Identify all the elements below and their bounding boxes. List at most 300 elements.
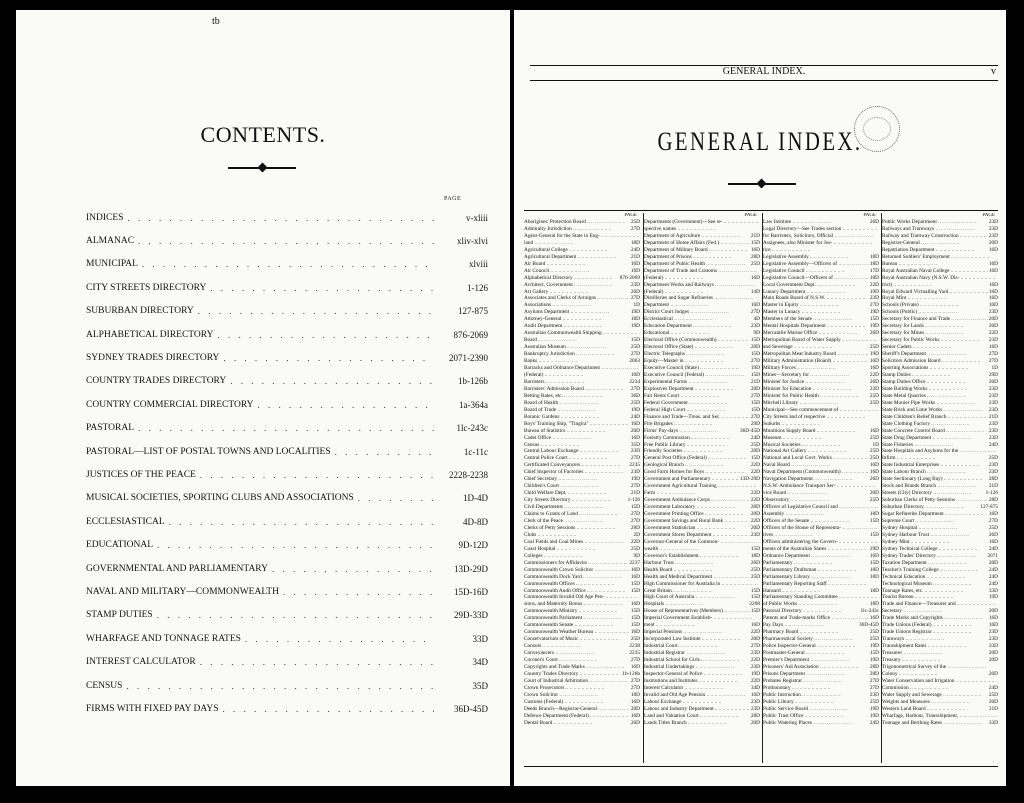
index-entry-page: 19D [869, 309, 879, 316]
index-entry [763, 435, 879, 442]
index-entry [882, 302, 998, 309]
index-entry [882, 462, 998, 469]
index-entry [882, 393, 998, 400]
index-entry [763, 483, 879, 490]
index-entry-page: 16D [630, 260, 640, 267]
index-entry-page [997, 601, 998, 608]
index-entry-page: 16D [988, 267, 998, 274]
index-entry [882, 588, 998, 595]
index-entry-title: Coroner's Court .. .. [524, 657, 630, 664]
index-entry-page: 27D [750, 309, 760, 316]
index-entry-title: Streets (City) Directory .. .. [882, 490, 985, 497]
index-entry-title: Treasury .. .. [882, 657, 988, 664]
index-entry [763, 323, 879, 330]
index-entry-page [997, 664, 998, 671]
index-entry-title: Suburban Directory .. .. [882, 504, 979, 511]
toc-entry-page: 15D-16D [454, 586, 488, 597]
running-head-title: GENERAL INDEX. [722, 66, 806, 77]
index-entry-title: Repatriation Department .. .. [882, 247, 988, 254]
index-entry [644, 692, 760, 699]
index-entry-title: Conveyancers .. .. [524, 650, 628, 657]
index-entry-title: Metropolitan Board of Water Supply .. .. [763, 337, 878, 344]
index-entry-title: Secretary .. .. [882, 608, 988, 615]
toc-leader-dots [358, 493, 434, 503]
index-entry-title: Pharmaceutical Society .. .. [763, 636, 869, 643]
index-entry [644, 685, 760, 692]
index-entry-title: Commonwealth Weather Bureau .. .. [524, 629, 630, 636]
index-entry-page: 16D [988, 538, 998, 545]
index-entry-page: 24D [988, 545, 998, 552]
index-entry-title: Governor-General of the Common- .. .. [644, 539, 759, 546]
index-entry [644, 601, 760, 608]
index-entry [644, 337, 760, 344]
index-entry [644, 219, 760, 226]
index-entry-title: Agricultural Department .. .. [524, 254, 630, 261]
index-entry-title: Pastoral Directory .. .. [763, 608, 859, 615]
toc-entry-label: INDICES [86, 212, 124, 223]
index-entry [644, 546, 760, 553]
index-entry-title: Railways and Tramways .. .. [882, 226, 988, 233]
index-entry-page: 20D [988, 608, 998, 615]
toc-entry-label: ECCLESIASTICAL [86, 516, 165, 527]
index-entry [763, 247, 879, 254]
index-entry-page [878, 247, 879, 254]
index-entry [882, 282, 998, 289]
index-entry-title: Public Instruction .. .. [763, 692, 869, 699]
index-entry-page: 34D [750, 684, 760, 691]
index-entry-page: 29D [988, 371, 998, 378]
index-entry [644, 435, 760, 442]
index-entry [524, 302, 640, 309]
index-entry [763, 407, 879, 414]
toc-entry-label: ALPHABETICAL DIRECTORY [86, 329, 214, 340]
index-entry [524, 483, 640, 490]
index-entry-page: 2063 [629, 358, 640, 365]
index-entry-page [639, 330, 640, 337]
index-entry [644, 386, 760, 393]
index-entry-title: Legislative Assembly .. .. [763, 254, 869, 261]
index-entry [882, 316, 998, 323]
index-entry [644, 226, 760, 233]
index-entry-title: wealth .. .. [644, 546, 750, 553]
index-entry [644, 233, 760, 240]
toc-entry-page: 1-126 [467, 282, 488, 293]
index-entry-title: Taxation Department .. .. [882, 560, 988, 567]
index-entry-title: Executive Council (Federal) .. .. [644, 372, 750, 379]
index-entry-title: trict) .. .. [882, 282, 988, 289]
index-entry-title: Prisoners' Aid Association .. .. [763, 664, 869, 671]
index-entry-title: Clubs .. .. [524, 532, 633, 539]
index-entry-title: Court of Industrial Arbitration .. .. [524, 678, 630, 685]
index-entry-page: 24D [988, 441, 998, 448]
index-entry-title: Governor's Establishment .. .. [644, 553, 750, 560]
index-entry-page: 26D [988, 531, 998, 538]
index-entry [763, 657, 879, 664]
index-entry [763, 518, 879, 525]
index-entry-page: 1D [872, 441, 879, 448]
index-entry-page: 876-2069 [619, 274, 640, 281]
index-entry [644, 497, 760, 504]
index-entry-title: Incorporated Law Institute .. .. [644, 636, 750, 643]
index-entry [524, 455, 640, 462]
index-entry [524, 685, 640, 692]
index-entry-page: 20D [869, 490, 879, 497]
index-entry-page: 19D [630, 323, 640, 330]
index-entry-title: Agricultural College .. .. [524, 247, 630, 254]
index-entry-title: Air Council .. .. [524, 268, 630, 275]
index-entry-title: Industrial Registrar .. .. [644, 650, 750, 657]
index-entry-page: 20D [750, 344, 760, 351]
index-entry [524, 421, 640, 428]
index-entry [524, 636, 640, 643]
index-entry [644, 581, 760, 588]
index-entry-title: Inspector-General of Police .. .. [644, 671, 750, 678]
toc-entry-label: MUSICAL SOCIETIES, SPORTING CLUBS AND ASSOCIATIONS [86, 493, 354, 504]
index-entry [644, 678, 760, 685]
index-entry-title: Public Service Board .. .. [763, 706, 869, 713]
index-entry-page: 2208 [749, 601, 760, 608]
index-entry [763, 706, 879, 713]
index-entry [763, 428, 879, 435]
index-entry [644, 282, 760, 289]
toc-entry-label: CITY STREETS DIRECTORY [86, 282, 207, 293]
index-entry [524, 448, 640, 455]
index-entry-page: 23D [988, 399, 998, 406]
index-entry-page: 25D [869, 399, 879, 406]
index-entry [763, 671, 879, 678]
index-entry [882, 400, 998, 407]
index-entry-page: 23D [869, 385, 879, 392]
index-entry-page: 15D [869, 531, 879, 538]
index-entry-page: 20D [988, 559, 998, 566]
index-entry [644, 615, 760, 622]
index-entry-page: 28D [988, 497, 998, 504]
index-entry [644, 358, 760, 365]
index-entry [524, 323, 640, 330]
index-entry-title: Observatory .. .. [763, 497, 869, 504]
index-entry-page: 25D [869, 392, 879, 399]
index-entry-page: 22D [750, 462, 760, 469]
index-entry [644, 664, 760, 671]
index-entry-page: 16D [630, 573, 640, 580]
index-entry-title: Infirm .. .. [882, 455, 988, 462]
index-entry-title: Admiralty Jurisdiction .. .. [524, 226, 630, 233]
index-entry-page [997, 448, 998, 455]
index-entry-page: 15D [750, 337, 760, 344]
toc-entry-page: 1b-126b [458, 376, 488, 387]
index-entry-title: Assembly .. .. [763, 511, 869, 518]
index-entry-page: 19D [988, 594, 998, 601]
index-entry [763, 469, 879, 476]
index-entry-page: 2234 [629, 378, 640, 385]
index-entry [524, 532, 640, 539]
index-entry [763, 268, 879, 275]
index-entry-title: Public Trust Office .. .. [763, 713, 869, 720]
index-entry [524, 462, 640, 469]
index-entry-page: 25D [869, 698, 879, 705]
index-entry-title: Industrial School for Girls .. .. [644, 657, 750, 664]
index-entry [524, 233, 640, 240]
index-entry-page: 27D [750, 413, 760, 420]
page-column-header: PAGE [444, 196, 462, 202]
index-entry-page: 25D [630, 219, 640, 225]
index-entry-title: Secretary for Lands .. .. [882, 323, 988, 330]
index-entry [644, 588, 760, 595]
index-entry [524, 400, 640, 407]
index-entry-page: 16D [869, 365, 879, 372]
index-entry-title: Country Trades Directory .. .. [524, 671, 621, 678]
index-entry [644, 289, 760, 296]
index-entry-title: Master in Equity .. .. [763, 302, 869, 309]
index-entry-title: Assignees, also Minister for Jus- .. .. [763, 240, 878, 247]
toc-entry-page: 2071-2390 [449, 353, 488, 364]
index-entry [524, 497, 640, 504]
index-column [762, 213, 879, 763]
index-entry-page: 19D [869, 323, 879, 330]
index-entry-page: 23D [988, 427, 998, 434]
index-entry [763, 476, 879, 483]
index-entry [882, 615, 998, 622]
index-entry [644, 365, 760, 372]
index-entry-title: Institutions and Institutes .. .. [644, 678, 750, 685]
toc-entry-page: 1lc-243c [456, 423, 488, 434]
index-entry-title: Treasurer .. .. [882, 650, 988, 657]
index-entry [763, 337, 879, 344]
index-entry [524, 476, 640, 483]
index-entry [644, 483, 760, 490]
index-entry-page: 26D [869, 476, 879, 483]
index-entry-title: Military Administration (Board) .. .. [763, 358, 869, 365]
index-entry [644, 448, 760, 455]
index-entry-page: 21D [630, 490, 640, 497]
index-entry-page: 21D [988, 483, 998, 490]
index-entry-page: 25D [869, 434, 879, 441]
toc-leader-dots [138, 236, 434, 246]
index-entry-page: 23D [869, 295, 879, 302]
index-entry [763, 615, 879, 622]
index-entry [524, 622, 640, 629]
index-entry-title: Federal Government .. .. [644, 400, 750, 407]
index-entry-page: 15D [750, 594, 760, 601]
index-entry [763, 525, 879, 532]
index-entry [644, 706, 760, 713]
index-entry-page: 25D [869, 344, 879, 351]
index-entry [763, 581, 879, 588]
index-entry [882, 643, 998, 650]
index-entry-page: 22D [750, 490, 760, 497]
index-entry-page: 16D [869, 615, 879, 622]
index-entry [644, 323, 760, 330]
index-entry [882, 567, 998, 574]
index-entry-page: 27D [630, 295, 640, 302]
index-entry-page: 35D [630, 441, 640, 448]
index-entry [524, 407, 640, 414]
index-entry-title: State Clothing Factory .. .. [882, 421, 988, 428]
index-entry [763, 219, 879, 226]
index-entry [882, 720, 998, 727]
index-entry-title: ments of the Australian States .. .. [763, 546, 869, 553]
index-entry [763, 699, 879, 706]
index-entry-title: State Building Works .. .. [882, 386, 988, 393]
index-entry-title: Barristers .. .. [524, 379, 628, 386]
index-entry [882, 581, 998, 588]
index-entry-title: Good Farm Homes for Boys .. .. [644, 469, 750, 476]
index-entry-page: 20D [988, 670, 998, 677]
index-entry [524, 442, 640, 449]
index-entry-title: spective names .. .. [644, 226, 759, 233]
index-entry-title: State Drug Department .. .. [882, 435, 988, 442]
index-entry [763, 295, 879, 302]
index-entry-title: Hansard .. .. [763, 588, 869, 595]
index-entry [882, 268, 998, 275]
index-entry-page: 24D [630, 246, 640, 253]
index-entry-title: Solicitors Admission Board .. .. [882, 358, 988, 365]
index-entry [524, 650, 640, 657]
index-entry-page: 16D [630, 664, 640, 670]
index-entry [524, 386, 640, 393]
index-entry [644, 302, 760, 309]
index-entry-title: Land and Valuation Court .. .. [644, 713, 750, 720]
index-entry [644, 261, 760, 268]
index-column [524, 213, 640, 763]
index-entry [524, 615, 640, 622]
index-entry [524, 692, 640, 699]
toc-entry [86, 346, 488, 369]
index-entry [524, 219, 640, 226]
index-entry-title: State Children's Relief Branch .. .. [882, 414, 988, 421]
index-entry [763, 316, 879, 323]
index-entry [524, 574, 640, 581]
index-entry [644, 518, 760, 525]
index-entry-title: Probates Registrar .. .. [763, 678, 869, 685]
index-entry [644, 379, 760, 386]
index-entry [882, 706, 998, 713]
index-entry [524, 588, 640, 595]
index-entry-title: Interest Calculator .. .. [644, 685, 750, 692]
index-entry-title: Geological Branch .. .. [644, 462, 750, 469]
index-entry [524, 560, 640, 567]
index-entry-page: 19D [869, 351, 879, 358]
index-entry-page: 28D [750, 712, 760, 719]
index-entry-title: Air Board .. .. [524, 261, 630, 268]
index-entry-page: 36D-45D [739, 427, 760, 434]
toc-entry-page: xliv-xlvi [457, 236, 488, 247]
index-entry-page: 15D [630, 337, 640, 344]
toc-entry-label: PASTORAL—LIST OF POSTAL TOWNS AND LOCALITIES [86, 446, 331, 457]
index-entry-page: 27D [630, 511, 640, 518]
index-entry-page: 16D [988, 622, 998, 629]
index-entry-page: 20D [750, 385, 760, 392]
index-entry-page: 20D [630, 705, 640, 712]
index-entry [763, 240, 879, 247]
index-entry [882, 219, 998, 226]
index-entry-page: 19D [869, 643, 879, 650]
index-entry-title: Claims to Grants of Land .. .. [524, 511, 630, 518]
index-entry [524, 699, 640, 706]
index-entry [763, 636, 879, 643]
index-entry-title: Mines—Secretary for .. .. [763, 372, 869, 379]
index-entry-title: Law Institute .. .. [763, 219, 869, 226]
index-entry [882, 539, 998, 546]
index-entry-page [878, 233, 879, 240]
index-entry-page: 27D [750, 643, 760, 650]
index-entry [524, 330, 640, 337]
index-entry [524, 671, 640, 678]
index-entry-title: Stamp Duties Office .. .. [882, 379, 988, 386]
index-entry-title: Naval Board .. .. [763, 462, 869, 469]
index-entry [644, 476, 760, 483]
index-entry-page: 15D [750, 545, 760, 552]
index-entry-title: High Court of Australia .. .. [644, 594, 750, 601]
index-entry [524, 511, 640, 518]
index-entry-title: Health Board .. .. [644, 567, 750, 574]
index-entry-page: 23D [750, 323, 760, 330]
index-entry [644, 608, 760, 615]
index-entry-title: Barristers' Admission Board .. .. [524, 386, 630, 393]
index-entry-page: 25D [630, 399, 640, 406]
index-entry-title: Parliamentary .. .. [763, 560, 869, 567]
index-entry-page: 23D [988, 337, 998, 344]
index-entry [763, 713, 879, 720]
toc-entry [86, 650, 488, 673]
index-entry-page: 15D [750, 608, 760, 615]
index-entry-page: 25D [750, 573, 760, 580]
index-entry [644, 428, 760, 435]
toc-entry-page: 1a-364a [459, 399, 488, 410]
index-entry-title: Defence Department (Federal) .. .. [524, 713, 630, 720]
index-entry-page [759, 539, 760, 546]
index-entry-title: Parliamentary Standing Committee .. .. [763, 594, 878, 601]
index-entry-title: Suburban Clerks of Petty Sessions .. .. [882, 497, 988, 504]
index-entry-title: Parliamentary Library .. .. [763, 574, 869, 581]
index-entry-page: 24D [869, 719, 879, 726]
toc-entry-page: 35D [472, 680, 488, 691]
index-entry-page: 16D [988, 246, 998, 253]
index-entry-page [639, 365, 640, 372]
index-entry [763, 226, 879, 233]
toc-entry-page: 13D-29D [454, 563, 488, 574]
index-entry-title: Teacher's Training College .. .. [882, 567, 988, 574]
index-entry-title: Government Statistician .. .. [644, 525, 750, 532]
index-entry-page: 18D [869, 566, 879, 573]
index-column-header: PAGE [982, 213, 995, 218]
toc-leader-dots [200, 470, 434, 480]
toc-entry-label: SUBURBAN DIRECTORY [86, 306, 194, 317]
index-entry-page: 1D [991, 365, 998, 372]
index-entry [524, 581, 640, 588]
index-entry [763, 511, 879, 518]
index-entry-page: 22D [750, 517, 760, 524]
index-entry [882, 455, 998, 462]
index-entry-page [878, 240, 879, 247]
index-entry-page: 15D [869, 559, 879, 566]
index-entry [882, 636, 998, 643]
index-entry [763, 588, 879, 595]
index-entry-title: Museum .. .. [763, 435, 869, 442]
index-entry-title: Technical Education .. .. [882, 574, 988, 581]
index-entry [524, 316, 640, 323]
index-entry-page: 2071 [987, 552, 998, 559]
index-entry-title: Municipal—See commencement of .. .. [763, 407, 878, 414]
toc-leader-dots [157, 540, 434, 550]
index-entry [763, 379, 879, 386]
index-entry [763, 351, 879, 358]
index-entry [644, 636, 760, 643]
index-entry-page: 18D [630, 316, 640, 323]
index-entry-page: 16D [869, 427, 879, 434]
toc-entry-label: NAVAL AND MILITARY—COMMONWEALTH [86, 586, 279, 597]
index-entry-title: Royal Edward Victualling Yard .. .. [882, 289, 988, 296]
